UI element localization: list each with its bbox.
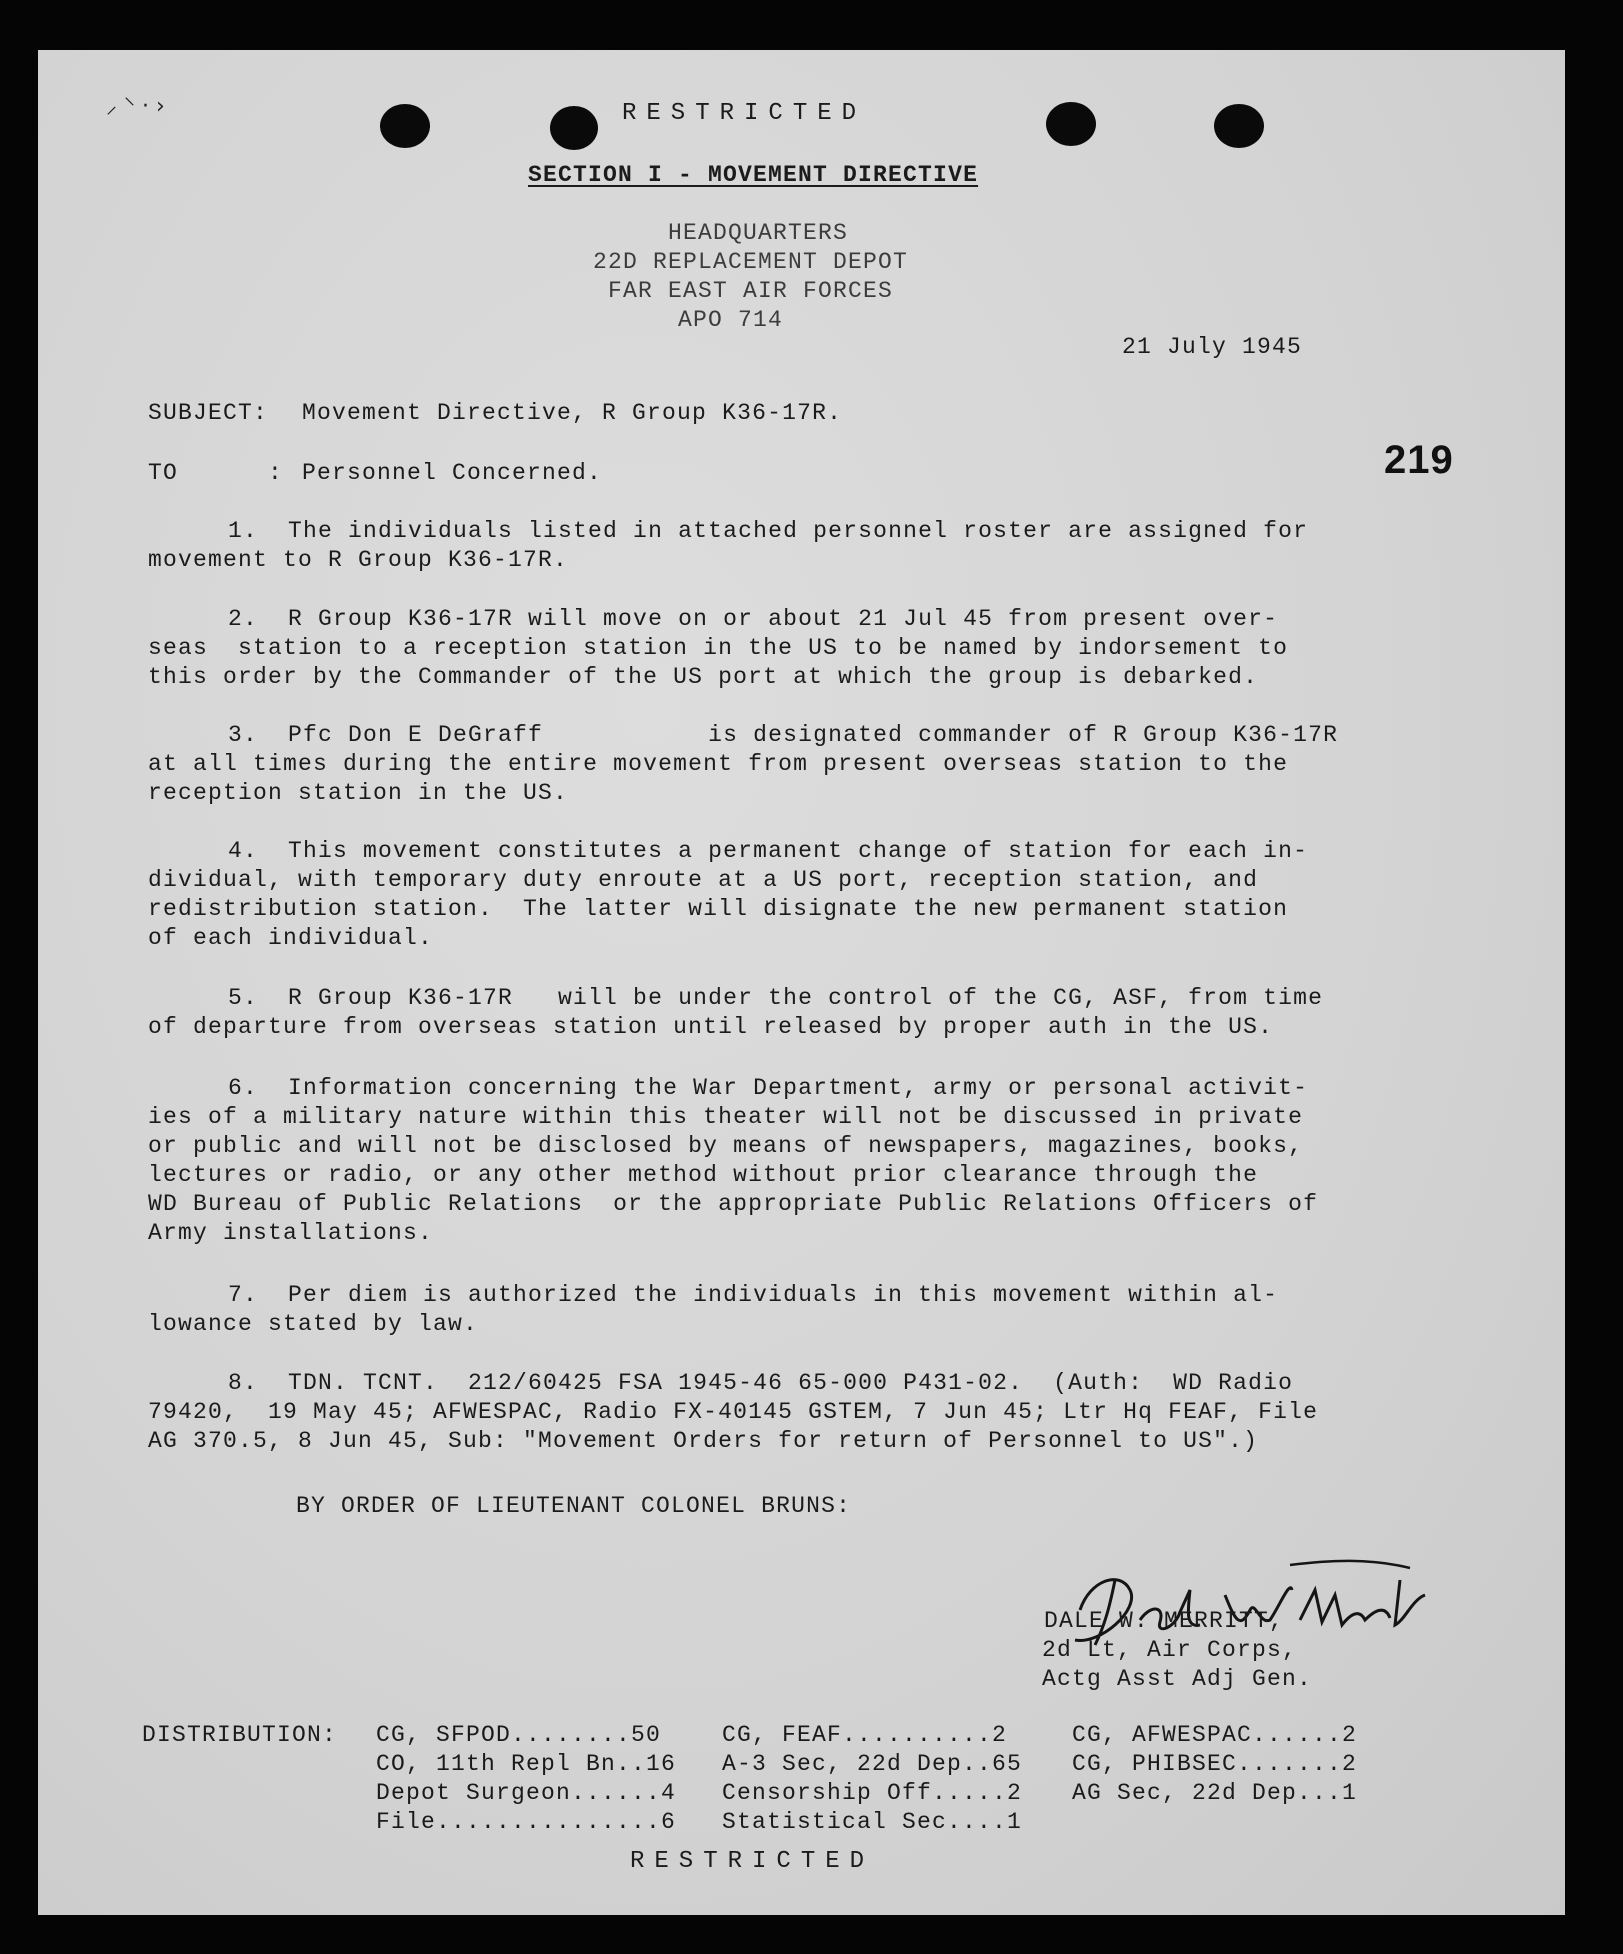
- section-title: SECTION I - MOVEMENT DIRECTIVE: [528, 162, 979, 188]
- distribution-entry: CG, SFPOD........50: [376, 1722, 662, 1748]
- classification-bottom: RESTRICTED: [630, 1848, 875, 1875]
- para-6-line-6: Army installations.: [148, 1220, 434, 1246]
- hq-line-3: FAR EAST AIR FORCES: [608, 278, 894, 304]
- distribution-entry: Depot Surgeon......4: [376, 1780, 677, 1806]
- para-3-line-3: reception station in the US.: [148, 780, 569, 806]
- para-4-line-4: of each individual.: [148, 925, 434, 951]
- to-text: Personnel Concerned.: [302, 460, 603, 486]
- subject-text: Movement Directive, R Group K36-17R.: [302, 400, 843, 426]
- order-line: BY ORDER OF LIEUTENANT COLONEL BRUNS:: [296, 1493, 852, 1519]
- page-stamp-number: 219: [1384, 438, 1454, 482]
- para-2-line-3: this order by the Commander of the US port at which the group is debarked.: [148, 664, 1259, 690]
- para-6-line-1: 6. Information concerning the War Department, army or personal activit-: [228, 1075, 1309, 1101]
- para-6-line-4: lectures or radio, or any other method without prior clearance through the: [148, 1162, 1259, 1188]
- distribution-entry: A-3 Sec, 22d Dep..65: [722, 1751, 1023, 1777]
- para-6-line-5: WD Bureau of Public Relations or the appropriate Public Relations Officers of: [148, 1191, 1319, 1217]
- distribution-label: DISTRIBUTION:: [142, 1722, 338, 1748]
- para-6-line-3: or public and will not be disclosed by means of newspapers, magazines, books,: [148, 1133, 1304, 1159]
- para-5-line-1: 5. R Group K36-17R will be under the control of the CG, ASF, from time: [228, 985, 1324, 1011]
- distribution-entry: CG, AFWESPAC......2: [1072, 1722, 1358, 1748]
- para-4-line-2: dividual, with temporary duty enroute at a US port, reception station, and: [148, 867, 1259, 893]
- document-date: 21 July 1945: [1122, 334, 1303, 360]
- distribution-entry: CO, 11th Repl Bn..16: [376, 1751, 677, 1777]
- para-4-line-1: 4. This movement constitutes a permanent change of station for each in-: [228, 838, 1309, 864]
- para-7-line-1: 7. Per diem is authorized the individuals in this movement within al-: [228, 1282, 1279, 1308]
- subject-label: SUBJECT:: [148, 400, 269, 426]
- para-3-line-2: at all times during the entire movement from present overseas station to the: [148, 751, 1289, 777]
- document-page: [38, 50, 1565, 1915]
- para-8-line-1: 8. TDN. TCNT. 212/60425 FSA 1945-46 65-000 P431-02. (Auth: WD Radio: [228, 1370, 1294, 1396]
- distribution-entry: CG, FEAF..........2: [722, 1722, 1008, 1748]
- hq-line-2: 22D REPLACEMENT DEPOT: [593, 249, 909, 275]
- ink-smudge: ⸝ ⸌ · ›: [106, 94, 165, 119]
- para-5-line-2: of departure from overseas station until released by proper auth in the US.: [148, 1014, 1274, 1040]
- para-1-line-2: movement to R Group K36-17R.: [148, 547, 569, 573]
- para-2-line-1: 2. R Group K36-17R will move on or about 21 Jul 45 from present over-: [228, 606, 1279, 632]
- signer-rank: 2d Lt, Air Corps,: [1042, 1637, 1298, 1663]
- para-8-line-3: AG 370.5, 8 Jun 45, Sub: "Movement Orders for return of Personnel to US".): [148, 1428, 1259, 1454]
- para-2-line-2: seas station to a reception station in the US to be named by indorsement to: [148, 635, 1289, 661]
- punch-hole: [1214, 104, 1264, 148]
- para-4-line-3: redistribution station. The latter will disignate the new permanent station: [148, 896, 1289, 922]
- para-3-line-1: 3. Pfc Don E DeGraff is designated commander of R Group K36-17R: [228, 722, 1339, 748]
- para-8-line-2: 79420, 19 May 45; AFWESPAC, Radio FX-40145 GSTEM, 7 Jun 45; Ltr Hq FEAF, File: [148, 1399, 1319, 1425]
- punch-hole: [550, 106, 598, 150]
- distribution-entry: CG, PHIBSEC.......2: [1072, 1751, 1358, 1777]
- signer-title: Actg Asst Adj Gen.: [1042, 1666, 1313, 1692]
- para-6-line-2: ies of a military nature within this theater will not be discussed in private: [148, 1104, 1304, 1130]
- punch-hole: [380, 104, 430, 148]
- distribution-entry: File...............6: [376, 1809, 677, 1835]
- signer-name: DALE W. MERRITT,: [1044, 1608, 1285, 1634]
- para-1-line-1: 1. The individuals listed in attached personnel roster are assigned for: [228, 518, 1309, 544]
- punch-hole: [1046, 102, 1096, 146]
- distribution-entry: AG Sec, 22d Dep...1: [1072, 1780, 1358, 1806]
- distribution-entry: Censorship Off.....2: [722, 1780, 1023, 1806]
- para-7-line-2: lowance stated by law.: [148, 1311, 479, 1337]
- to-label: TO :: [148, 460, 284, 486]
- hq-line-4: APO 714: [678, 307, 784, 333]
- distribution-entry: Statistical Sec....1: [722, 1809, 1023, 1835]
- hq-line-1: HEADQUARTERS: [668, 220, 849, 246]
- classification-top: RESTRICTED: [622, 100, 867, 127]
